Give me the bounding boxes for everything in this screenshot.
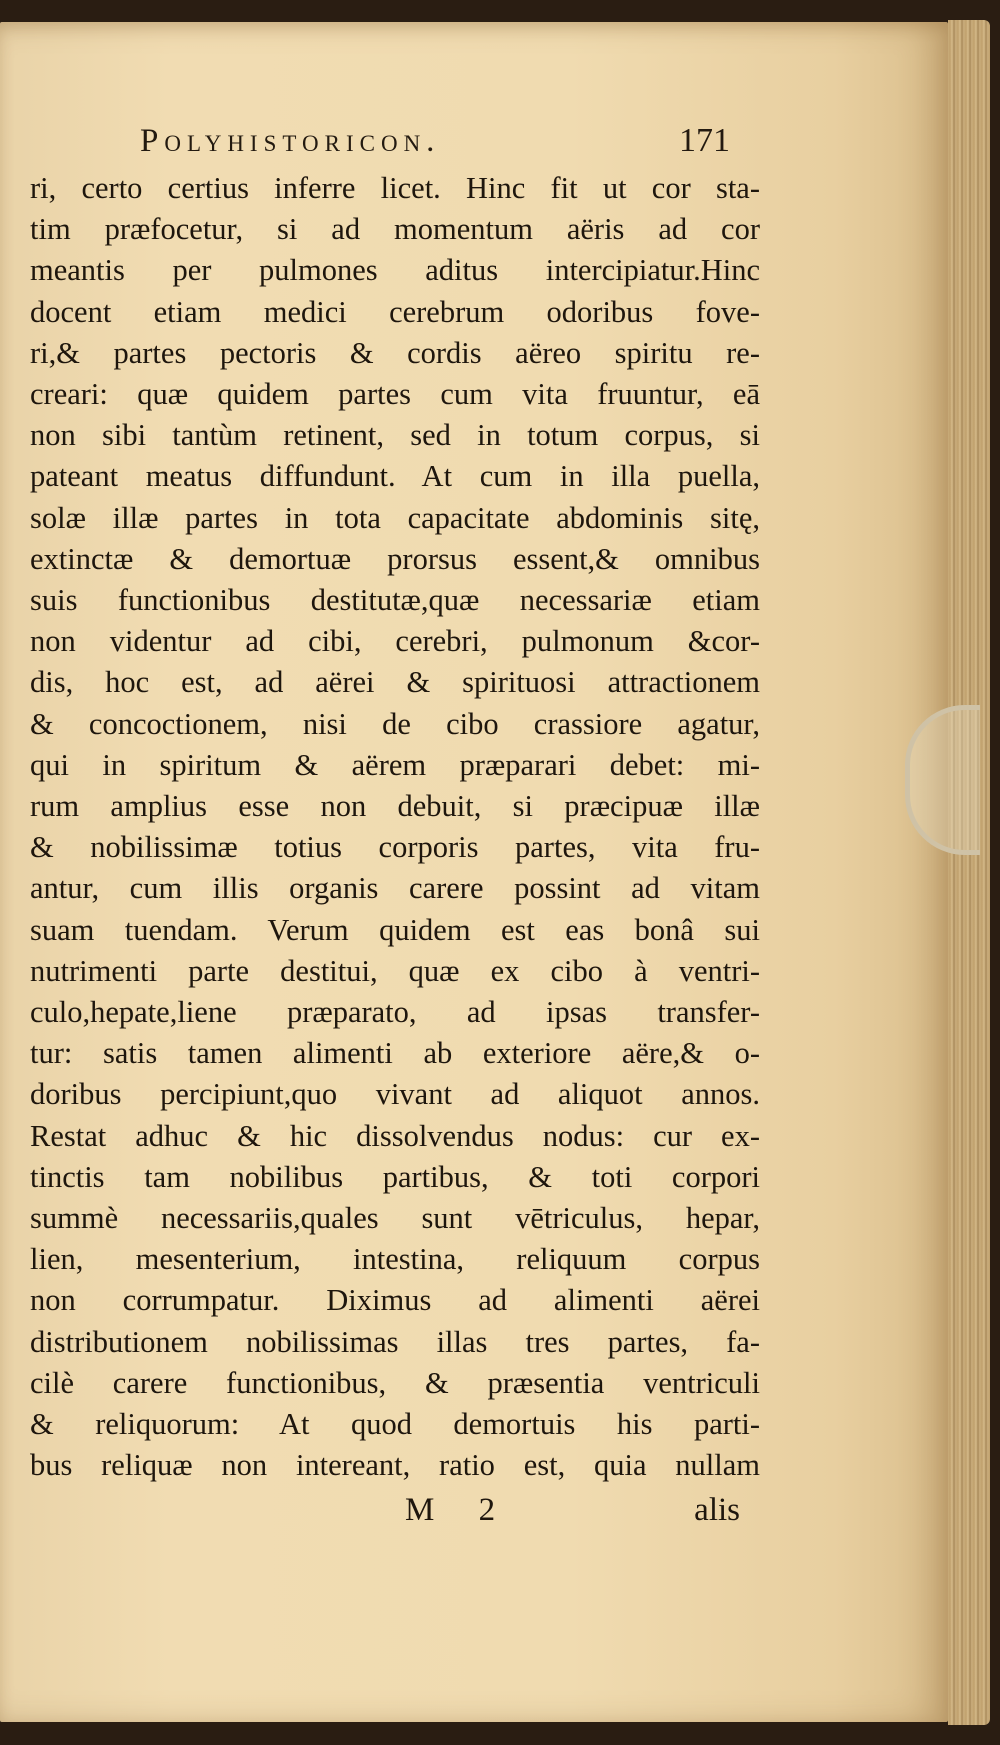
text-line: non sibi tantùm retinent, sed in totum corpus, si xyxy=(30,418,760,453)
catchword: alis xyxy=(694,1492,740,1528)
body-text xyxy=(30,168,760,1487)
text-line: distributionem nobilissimas illas tres partes, fa- xyxy=(30,1324,760,1359)
text-line: non videntur ad cibi, cerebri, pulmonum &cor- xyxy=(30,624,760,659)
text-line: creari: quæ quidem partes cum vita fruuntur, eā xyxy=(30,377,760,412)
text-line: & reliquorum: At quod demortuis his parti- xyxy=(30,1407,760,1442)
page-header xyxy=(140,122,730,160)
text-line: docent etiam medici cerebrum odoribus fove- xyxy=(30,294,760,329)
page-edges xyxy=(948,20,990,1725)
text-line: doribus percipiunt,quo vivant ad aliquot annos. xyxy=(30,1077,760,1112)
text-line: non corrumpatur. Diximus ad alimenti aërei xyxy=(30,1283,760,1318)
running-head: Polyhistoricon. xyxy=(140,123,441,159)
text-line: Restat adhuc & hic dissolvendus nodus: cur ex- xyxy=(30,1118,760,1153)
text-line: lien, mesenterium, intestina, reliquum corpus xyxy=(30,1242,760,1277)
page-footer xyxy=(405,1492,740,1529)
text-line: ri,& partes pectoris & cordis aëreo spiritu re- xyxy=(30,335,760,370)
text-line: tinctis tam nobilibus partibus, & toti corpori xyxy=(30,1159,760,1194)
text-line: tim præfocetur, si ad momentum aëris ad cor xyxy=(30,212,760,247)
text-line: culo,hepate,liene præparato, ad ipsas transfer- xyxy=(30,995,760,1030)
text-line: qui in spiritum & aërem præparari debet: mi- xyxy=(30,747,760,782)
page-number: 171 xyxy=(679,122,730,159)
text-line: & nobilissimæ totius corporis partes, vita fru- xyxy=(30,830,760,865)
text-line: ri, certo certius inferre licet. Hinc fit ut cor sta- xyxy=(30,171,760,205)
text-line: dis, hoc est, ad aërei & spirituosi attractionem xyxy=(30,665,760,700)
text-line: summè necessariis,quales sunt vētriculus, hepar, xyxy=(30,1201,760,1236)
text-line: bus reliquæ non intereant, ratio est, quia nullam xyxy=(30,1448,760,1483)
text-line: pateant meatus diffundunt. At cum in illa puella, xyxy=(30,459,760,494)
text-line: suam tuendam. Verum quidem est eas bonâ sui xyxy=(30,912,760,947)
text-line: meantis per pulmones aditus intercipiatur.Hinc xyxy=(30,253,760,288)
text-line: cilè carere functionibus, & præsentia ventriculi xyxy=(30,1365,760,1400)
text-line: antur, cum illis organis carere possint ad vitam xyxy=(30,871,760,906)
text-line: extinctæ & demortuæ prorsus essent,& omnibus xyxy=(30,541,760,576)
signature-mark: M 2 xyxy=(405,1492,514,1528)
text-line: nutrimenti parte destitui, quæ ex cibo à ventri- xyxy=(30,953,760,988)
text-line: tur: satis tamen alimenti ab exteriore aëre,& o- xyxy=(30,1036,760,1071)
text-line: solæ illæ partes in tota capacitate abdominis sitę, xyxy=(30,500,760,535)
text-line: & concoctionem, nisi de cibo crassiore agatur, xyxy=(30,706,760,741)
text-line: rum amplius esse non debuit, si præcipuæ illæ xyxy=(30,789,760,824)
text-line: suis functionibus destitutæ,quæ necessariæ etiam xyxy=(30,583,760,618)
